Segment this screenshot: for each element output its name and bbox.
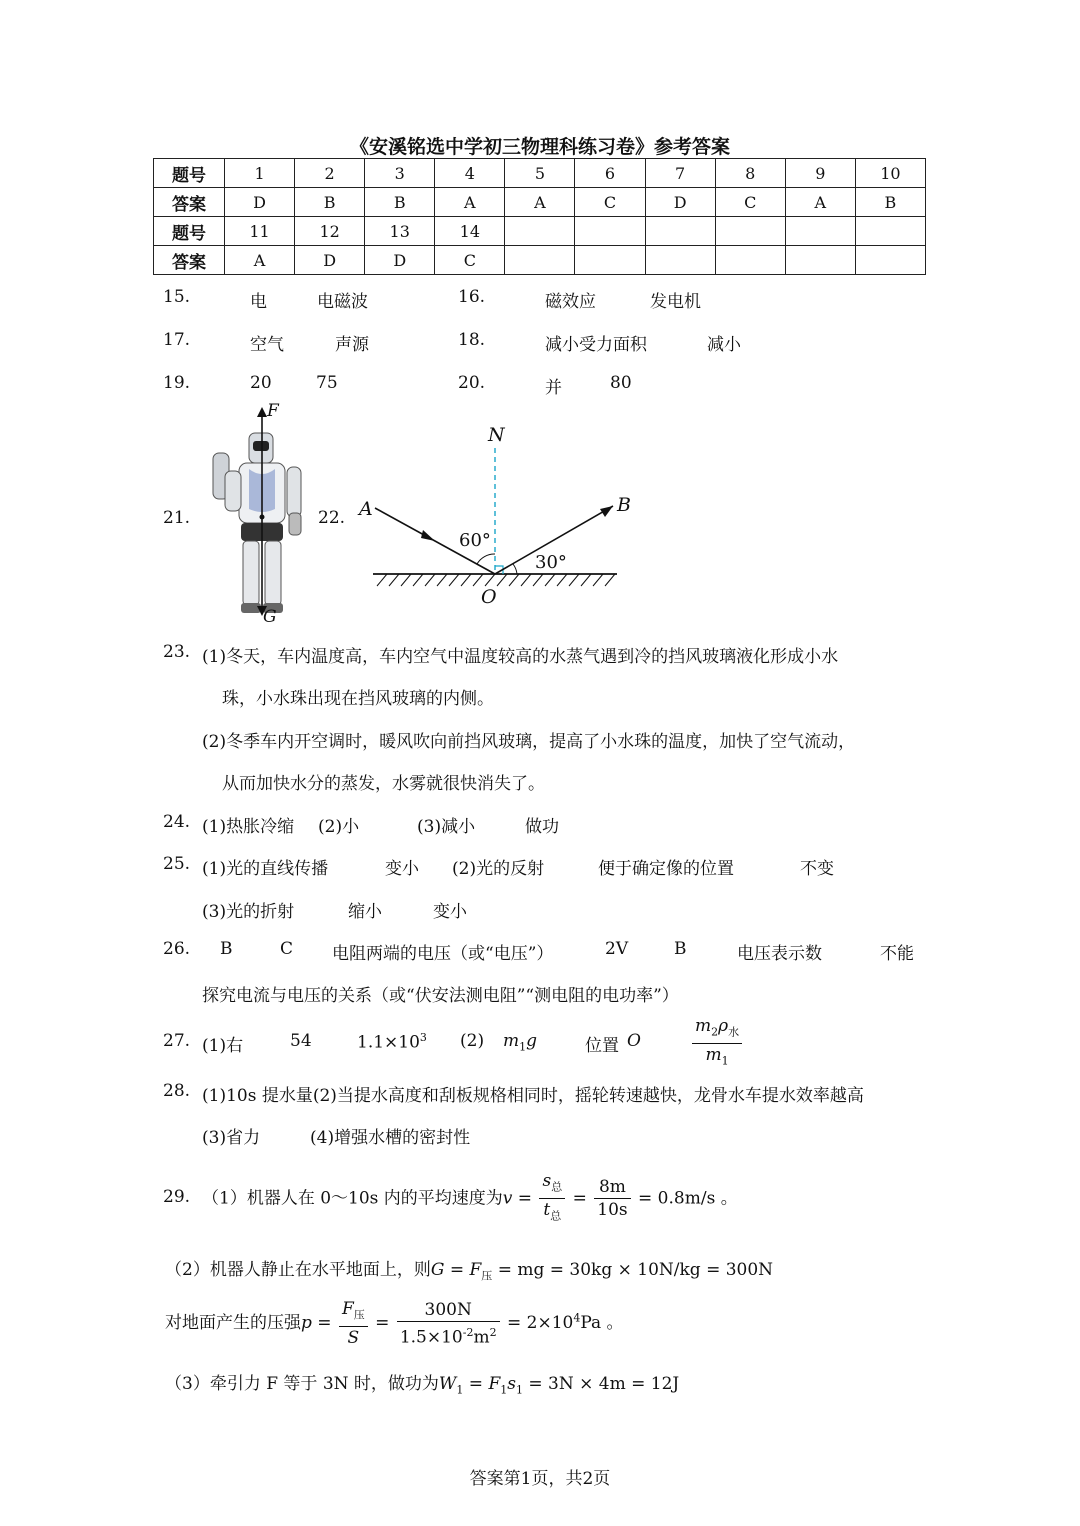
table-cell [645,217,715,246]
q29-area-unit: m [473,1327,490,1348]
q19-number: 19. [163,373,191,393]
q25-answer-1: (1)光的直线传播 [202,859,329,879]
table-cell [785,217,855,246]
answer-table [153,158,926,275]
force-g-label: G [263,607,277,627]
q25-answer-7: 缩小 [348,902,382,922]
table-cell [855,217,925,246]
table-cell [575,246,645,275]
q26-answer-2: C [280,939,294,959]
reflection-diagram [355,420,631,615]
q27-density-exp: 3 [419,1031,427,1044]
table-cell [715,217,785,246]
q29-part4-text: （3）牵引力 F 等于 3N 时，做功为 [165,1374,439,1394]
table-header-cell: 答案 [154,188,225,217]
q29-part4-equation: = 3N × 4m = 12J [528,1374,680,1394]
table-cell: B [365,188,435,217]
q16-answer-2: 发电机 [650,292,701,312]
angle-30-label: 30° [535,552,567,573]
q17-number: 17. [163,330,191,350]
table-cell: D [365,246,435,275]
table-cell: 6 [575,159,645,188]
table-cell [575,217,645,246]
q29-time: 10s [597,1200,628,1221]
table-cell: D [295,246,365,275]
q22-number: 22. [318,508,346,528]
q29-part3: 对地面产生的压强p = $\frac{F_压}{S}$ = $\frac{300N}{1.5\times 10^{-2}m^2}$ = $2\times 10^4Pa$ 。 [165,1299,624,1349]
q28-answer-3: (3)省力 [202,1128,261,1148]
q18-answer-2: 减小 [707,335,741,355]
q25-answer-3: (2)光的反射 [452,859,545,879]
q29-pressure-base: = 2×10 [506,1313,574,1334]
table-cell: A [785,188,855,217]
q29-part3-text: 对地面产生的压强 [165,1313,301,1334]
q29-area-exp: -2 [462,1325,474,1339]
q28-number: 28. [163,1081,191,1101]
q24-answer-3: (3)减小 [417,817,476,837]
q29-distance: 8m [594,1176,630,1199]
q24-answer-1: (1)热胀冷缩 [202,817,295,837]
q26-number: 26. [163,939,191,959]
table-header-cell: 题号 [154,217,225,246]
q27-density-base: 1.1×10 [357,1032,420,1053]
q20-answer-1: 并 [545,378,562,398]
q29-force: 300N [397,1299,500,1322]
normal-n-label: N [488,424,505,446]
table-cell: 1 [225,159,295,188]
table-cell: A [505,188,575,217]
table-cell [715,246,785,275]
q26-answer-5: B [674,939,687,959]
table-cell: 13 [365,217,435,246]
q26-answer-3: 电阻两端的电压（或“电压”） [332,944,554,964]
q29-area-base: 1.5×10 [399,1327,463,1348]
q15-answer-1: 电 [250,292,267,312]
q17-answer-2: 声源 [335,335,369,355]
q25-number: 25. [163,854,191,874]
table-cell: 2 [295,159,365,188]
table-cell: B [295,188,365,217]
table-cell: 9 [785,159,855,188]
q29-part4: （3）牵引力 F 等于 3N 时，做功为$W_1 = F_1s_1 = 3N \times 4m = 12J$ [165,1374,680,1397]
q26-answer-1: B [220,939,233,959]
q19-answer-1: 20 [250,373,272,393]
q27-number: 27. [163,1031,191,1051]
q27-answer-2: 54 [290,1031,312,1051]
q23-number: 23. [163,642,191,662]
q27-answer-7: O [627,1031,641,1051]
table-row [154,188,926,217]
q18-answer-1: 减小受力面积 [545,335,647,355]
table-cell: 11 [225,217,295,246]
page-footer: 答案第1页，共2页 [469,1469,611,1489]
q17-answer-1: 空气 [250,335,284,355]
table-header-cell: 答案 [154,246,225,275]
table-cell [505,217,575,246]
q27-answer-6: 位置 [585,1036,619,1056]
q20-answer-2: 80 [610,373,632,393]
q29-pressure-unit: Pa 。 [580,1313,624,1334]
table-row [154,217,926,246]
table-header-cell: 题号 [154,159,225,188]
q24-answer-4: 做功 [525,817,559,837]
table-cell: A [225,246,295,275]
table-cell: 14 [435,217,505,246]
table-cell: C [715,188,785,217]
q16-number: 16. [458,287,486,307]
table-cell: 3 [365,159,435,188]
table-cell [645,246,715,275]
robot-figure [205,401,315,627]
q21-number: 21. [163,508,191,528]
table-cell: 4 [435,159,505,188]
q26-answer-4: 2V [605,939,629,959]
q28-line1: (1)10s 提水量(2)当提水高度和刮板规格相同时，摇轮转速越快，龙骨水车提水效率越高 [202,1086,864,1106]
q29-part2: （2）机器人静止在水平地面上，则$G = F_压$ = mg = 30kg × 10N/kg = 300N [165,1260,774,1283]
table-cell [505,246,575,275]
q29-part1-text: （1）机器人在 0～10s 内的平均速度为 [202,1188,503,1209]
q19-answer-2: 75 [316,373,338,393]
q23-part2-line2: 从而加快水分的蒸发，水雾就很快消失了。 [222,774,545,794]
q26-answer-7: 不能 [880,944,914,964]
q24-number: 24. [163,812,191,832]
table-cell: 12 [295,217,365,246]
table-cell: D [225,188,295,217]
q26-answer-6: 电压表示数 [737,944,822,964]
q25-answer-8: 变小 [433,902,467,922]
table-row [154,159,926,188]
table-cell: 8 [715,159,785,188]
q16-answer-1: 磁效应 [545,292,596,312]
table-cell [855,246,925,275]
q29-part1: （1）机器人在 0～10s 内的平均速度为v = $\frac{s_总}{t_总}$ = $\frac{8m}{10s}$ = 0.8m/s 。 [202,1171,738,1223]
table-cell: 5 [505,159,575,188]
table-cell: B [855,188,925,217]
table-cell [785,246,855,275]
q20-number: 20. [458,373,486,393]
table-cell: 7 [645,159,715,188]
q23-part1-line2: 珠，小水珠出现在挡风玻璃的内侧。 [222,689,494,709]
q25-answer-2: 变小 [385,859,419,879]
q29-part2-equation: = mg = 30kg × 10N/kg = 300N [497,1260,774,1280]
q29-number: 29. [163,1187,191,1207]
table-cell: 10 [855,159,925,188]
q28-answer-4: (4)增强水槽的密封性 [310,1128,471,1148]
q15-number: 15. [163,287,191,307]
q23-part1-line1: (1)冬天，车内温度高，车内空气中温度较高的水蒸气遇到冷的挡风玻璃液化形成小水 [202,647,839,667]
point-a-label: A [359,498,373,520]
table-cell: A [435,188,505,217]
q24-answer-2: (2)小 [318,817,360,837]
point-b-label: B [617,494,631,516]
robot-illustration [205,405,315,625]
q29-pressure-exp: 4 [573,1311,581,1325]
q23-part2-line1: (2)冬季车内开空调时，暖风吹向前挡风玻璃，提高了小水珠的温度，加快了空气流动， [202,732,856,752]
q27-answer-1: (1)右 [202,1036,244,1056]
q29-part2-text: （2）机器人静止在水平地面上，则 [165,1260,431,1280]
table-cell: D [645,188,715,217]
table-row [154,246,926,275]
q25-answer-6: (3)光的折射 [202,902,295,922]
q18-number: 18. [458,330,486,350]
page-title: 《安溪铭选中学初三物理科练习卷》参考答案 [349,136,730,158]
q27-answer-4: (2) [460,1031,485,1051]
q25-answer-4: 便于确定像的位置 [598,859,734,879]
table-cell: C [435,246,505,275]
force-f-label: F [267,401,279,421]
table-cell: C [575,188,645,217]
q29-speed-result: = 0.8m/s 。 [638,1188,738,1209]
q25-answer-5: 不变 [800,859,834,879]
angle-60-label: 60° [459,530,491,551]
q27-answer-3 [357,1031,427,1053]
point-o-label: O [481,586,497,608]
q27-formula-fraction: $\frac{m_2\rho_水}{m_1}$ [690,1015,744,1073]
q15-answer-2: 电磁波 [317,292,368,312]
q26-answer-8: 探究电流与电压的关系（或“伏安法测电阻”“测电阻的电功率”） [202,986,679,1006]
q27-formula-m1g: $m_1g$ [503,1031,538,1054]
